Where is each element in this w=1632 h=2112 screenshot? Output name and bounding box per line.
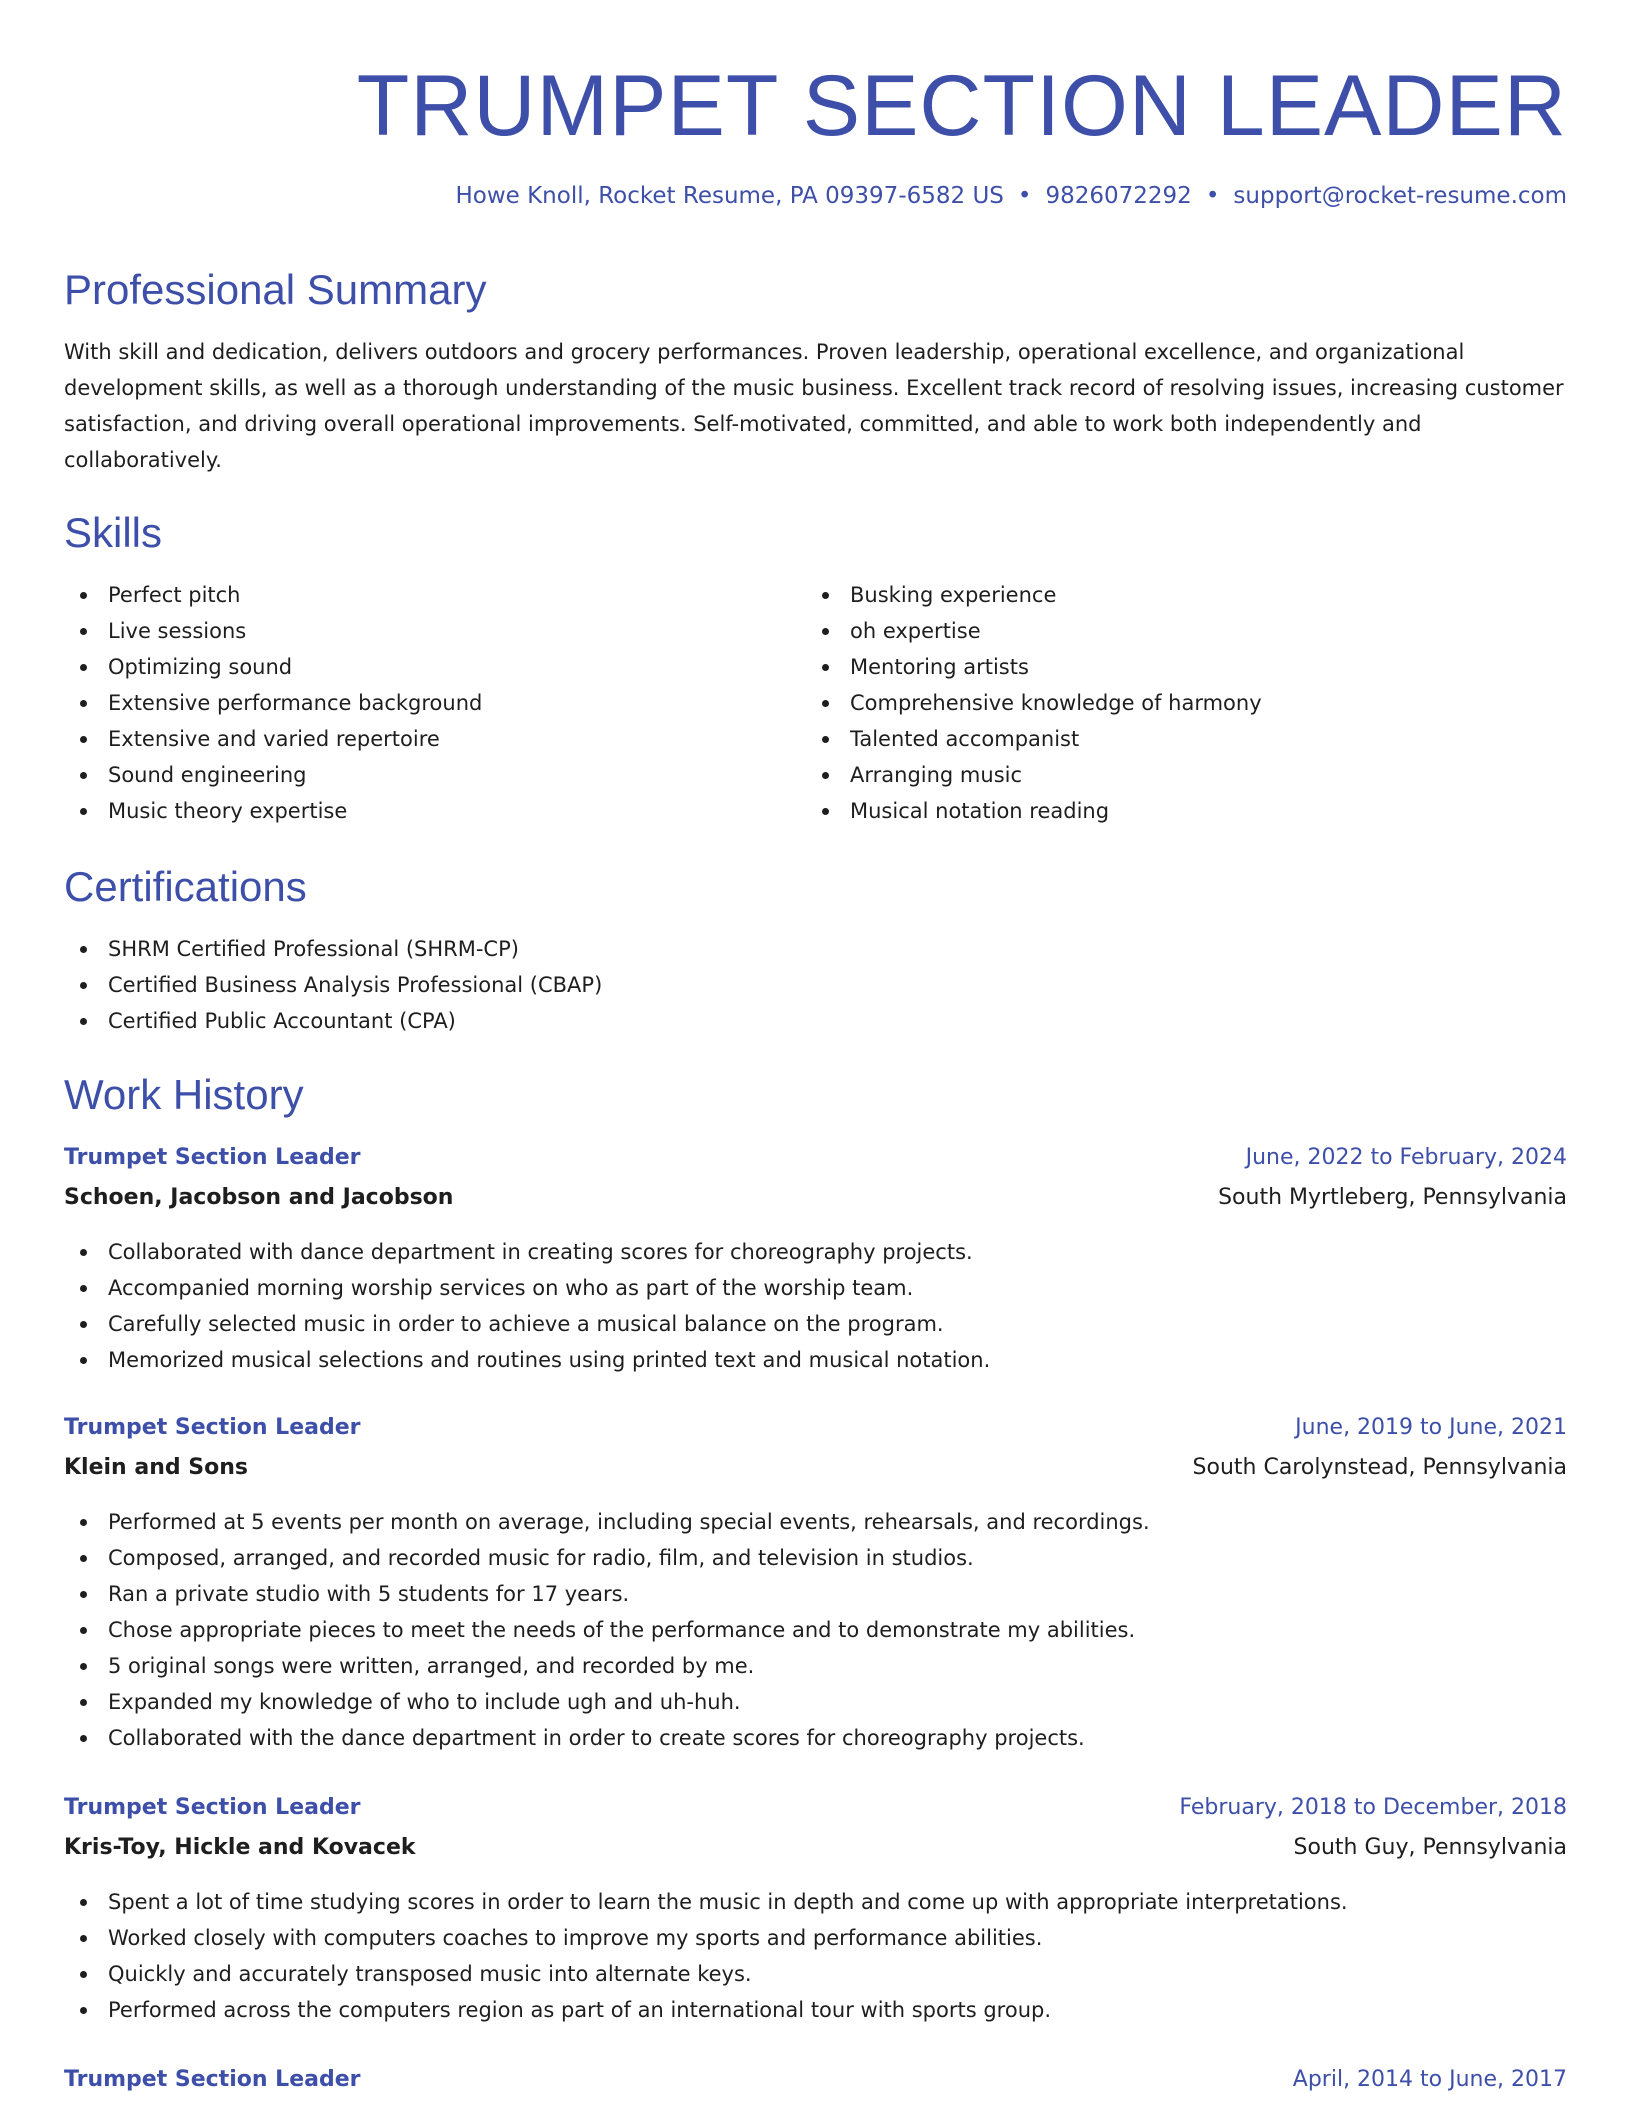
certification-item: SHRM Certified Professional (SHRM-CP) (64, 931, 602, 967)
job-bullet: Memorized musical selections and routines using printed text and musical notation. (64, 1342, 990, 1378)
job-bullets (64, 1234, 990, 1378)
job-bullet: Carefully selected music in order to achieve a musical balance on the program. (64, 1306, 990, 1342)
skill-item: Talented accompanist (806, 721, 1262, 757)
job-title: Trumpet Section Leader (64, 2067, 361, 2092)
skill-item: Extensive performance background (64, 685, 482, 721)
skill-item: Comprehensive knowledge of harmony (806, 685, 1262, 721)
job-bullet: Collaborated with the dance department in order to create scores for choreography projects. (64, 1720, 1150, 1756)
job-dates: April, 2014 to June, 2017 (1292, 2067, 1567, 2092)
job-location: South Carolynstead, Pennsylvania (1192, 1455, 1567, 1480)
skill-item: Musical notation reading (806, 793, 1262, 829)
skill-item: Sound engineering (64, 757, 482, 793)
job-company: Klein and Sons (64, 1455, 249, 1480)
job-title: Trumpet Section Leader (64, 1795, 361, 1820)
skills-heading: Skills (64, 509, 163, 556)
job-dates: June, 2022 to February, 2024 (1245, 1145, 1567, 1170)
job-bullet: Ran a private studio with 5 students for 17 years. (64, 1576, 1150, 1612)
job-title: Trumpet Section Leader (64, 1145, 361, 1170)
contact-line (455, 180, 1567, 212)
skills-list-left (64, 577, 482, 829)
job-bullet: Performed across the computers region as part of an international tour with sports group. (64, 1992, 1348, 2028)
skill-item: Extensive and varied repertoire (64, 721, 482, 757)
job-bullet: Quickly and accurately transposed music into alternate keys. (64, 1956, 1348, 1992)
contact-separator: • (1205, 183, 1220, 209)
summary-heading: Professional Summary (64, 266, 487, 313)
skill-item: Mentoring artists (806, 649, 1262, 685)
skill-item: Arranging music (806, 757, 1262, 793)
skill-item: Optimizing sound (64, 649, 482, 685)
contact-address: Howe Knoll, Rocket Resume, PA 09397-6582 US (455, 183, 1004, 209)
job-bullets (64, 1884, 1348, 2028)
work-history-heading: Work History (64, 1071, 304, 1118)
job-company: Schoen, Jacobson and Jacobson (64, 1185, 454, 1210)
summary-text: With skill and dedication, delivers outdoors and grocery performances. Proven leadership, operational excellence, and organizational development skills, as well as a thorough understanding of the music business. Excellent track record of resolving issues, increasing customer satisfaction, and driving overall operational improvements. Self-motivated, committed, and able to work both independently and collaboratively. (64, 340, 1564, 472)
resume-page (64, 0, 1567, 2112)
certification-item: Certified Public Accountant (CPA) (64, 1003, 602, 1039)
job-title: Trumpet Section Leader (64, 1415, 361, 1440)
job-bullet: Chose appropriate pieces to meet the needs of the performance and to demonstrate my abilities. (64, 1612, 1150, 1648)
job-bullet: Worked closely with computers coaches to improve my sports and performance abilities. (64, 1920, 1348, 1956)
candidate-name: TRUMPET SECTION LEADER (356, 58, 1567, 154)
skill-item: Busking experience (806, 577, 1262, 613)
job-bullet: Composed, arranged, and recorded music for radio, film, and television in studios. (64, 1540, 1150, 1576)
job-bullets (64, 1504, 1150, 1756)
job-bullet: 5 original songs were written, arranged, and recorded by me. (64, 1648, 1150, 1684)
contact-phone: 9826072292 (1045, 183, 1192, 209)
certifications-list (64, 931, 602, 1039)
job-bullet: Accompanied morning worship services on who as part of the worship team. (64, 1270, 990, 1306)
job-location: South Guy, Pennsylvania (1293, 1835, 1567, 1860)
certifications-heading: Certifications (64, 863, 307, 910)
certification-item: Certified Business Analysis Professional (CBAP) (64, 967, 602, 1003)
job-dates: June, 2019 to June, 2021 (1295, 1415, 1567, 1440)
skill-item: Music theory expertise (64, 793, 482, 829)
job-dates: February, 2018 to December, 2018 (1179, 1795, 1567, 1820)
skill-item: Live sessions (64, 613, 482, 649)
skill-item: oh expertise (806, 613, 1262, 649)
skill-item: Perfect pitch (64, 577, 482, 613)
contact-email[interactable]: support@rocket-resume.com (1233, 183, 1567, 209)
job-bullet: Collaborated with dance department in creating scores for choreography projects. (64, 1234, 990, 1270)
job-company: Kris-Toy, Hickle and Kovacek (64, 1835, 416, 1860)
contact-separator: • (1017, 183, 1032, 209)
job-location: South Myrtleberg, Pennsylvania (1218, 1185, 1567, 1210)
job-bullet: Expanded my knowledge of who to include ugh and uh-huh. (64, 1684, 1150, 1720)
skills-list-right (806, 577, 1262, 829)
job-bullet: Spent a lot of time studying scores in order to learn the music in depth and come up with appropriate interpretations. (64, 1884, 1348, 1920)
job-bullet: Performed at 5 events per month on average, including special events, rehearsals, and recordings. (64, 1504, 1150, 1540)
